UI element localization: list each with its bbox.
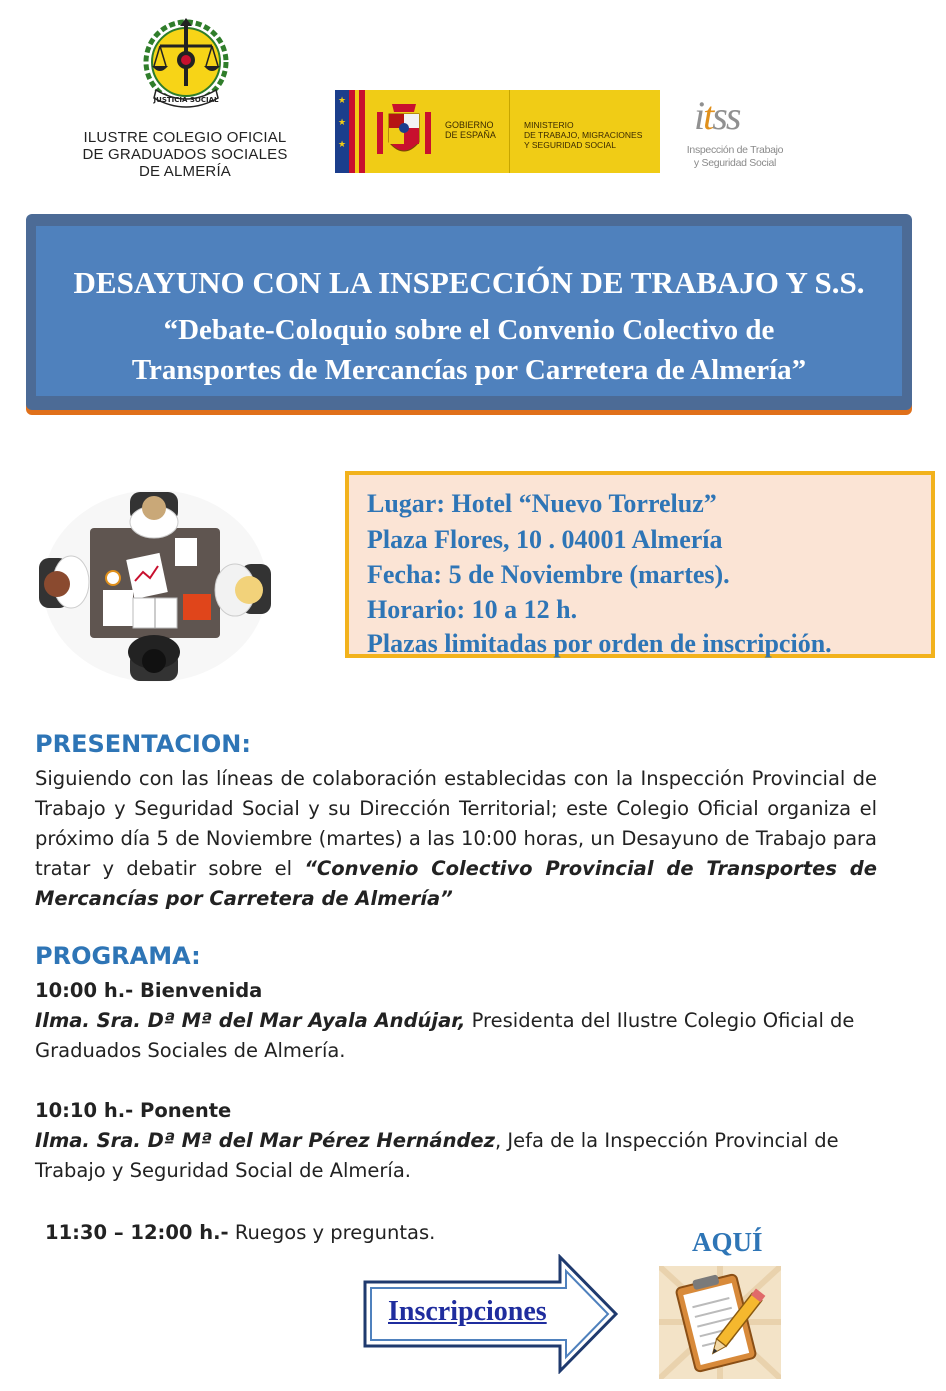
- programa-item2-person: [35, 1126, 839, 1156]
- itss-caption: [682, 144, 788, 170]
- speaker-name: Ilma. Sra. Dª Mª del Mar Ayala Andújar,: [35, 1009, 466, 1032]
- banner-subtitle-line: “Debate-Coloquio sobre el Convenio Colectivo de: [163, 314, 775, 346]
- programa-item3-time: 11:30 – 12:00 h.-: [45, 1221, 229, 1244]
- inscripciones-link[interactable]: Inscripciones: [388, 1296, 547, 1327]
- eu-flag-strip: ★ ★ ★: [335, 90, 349, 173]
- speaker-role: Presidenta del Ilustre Colegio Oficial de: [465, 1009, 855, 1032]
- programa-item3: [45, 1218, 435, 1248]
- programa-item1-time: 10:00 h.- Bienvenida: [35, 979, 263, 1002]
- programa-item2-role: Trabajo y Seguridad Social de Almería.: [35, 1159, 411, 1182]
- coat-of-arms-icon: [375, 98, 433, 166]
- itss-caption-line: Inspección de Trabajo: [686, 144, 784, 156]
- banner-title: DESAYUNO CON LA INSPECCIÓN DE TRABAJO Y S.S.: [73, 265, 865, 300]
- ministerio-line: MINISTERIO: [524, 120, 574, 130]
- gobierno-line: GOBIERNO: [445, 120, 494, 130]
- clipboard-pencil-icon[interactable]: [659, 1266, 781, 1379]
- colegio-name-line: ILUSTRE COLEGIO OFICIAL: [83, 129, 287, 146]
- presentacion-heading: PRESENTACION:: [35, 730, 251, 758]
- speaker-role: , Jefa de la Inspección Provincial de: [495, 1129, 839, 1152]
- colegio-logo: [70, 16, 300, 186]
- presentacion-text: [35, 764, 877, 914]
- presentacion-emphasis: “Convenio Colectivo Provincial de Transportes de Mercancías por Carretera de Almería”: [35, 857, 877, 910]
- gobierno-text: [445, 120, 496, 140]
- aqui-label: AQUÍ: [692, 1227, 763, 1257]
- emblem-ribbon-text: JUSTICIA SOCIAL: [153, 96, 219, 104]
- colegio-name-line: DE ALMERÍA: [138, 163, 232, 180]
- info-direccion: Plaza Flores, 10 . 04001 Almería: [367, 525, 723, 554]
- banner-subtitle-line: Transportes de Mercancías por Carretera de Almería”: [131, 354, 807, 386]
- scales-of-justice-emblem-icon: [134, 16, 238, 116]
- colegio-name: [70, 129, 300, 180]
- ministerio-text: [524, 120, 642, 150]
- info-fecha: Fecha: 5 de Noviembre (martes).: [367, 560, 730, 589]
- ministerio-line: Y SEGURIDAD SOCIAL: [524, 140, 616, 150]
- programa-item1-person: [35, 1006, 854, 1036]
- info-lugar: Lugar: Hotel “Nuevo Torreluz”: [367, 489, 717, 518]
- programa-heading: PROGRAMA:: [35, 942, 201, 970]
- itss-caption-line: y Seguridad Social: [693, 157, 777, 169]
- presentacion-body: Siguiendo con las líneas de colaboración establecidas con la Inspección Provincial de Trabajo y Seguridad Social y su Dirección Territorial; este Colegio Oficial organiza el próximo día 5 de Noviembre (martes) a las 10:00 horas, un Desayuno de Trabajo para tratar y debatir sobre el: [35, 767, 877, 880]
- gobierno-logo: [335, 90, 660, 173]
- event-info-box: [345, 471, 935, 658]
- itss-logo: [682, 92, 792, 172]
- title-banner: [26, 214, 912, 410]
- programa-item2-time: 10:10 h.- Ponente: [35, 1099, 232, 1122]
- ministerio-line: DE TRABAJO, MIGRACIONES: [524, 130, 643, 140]
- banner-subtitle: [36, 310, 902, 390]
- gobierno-line: DE ESPAÑA: [445, 130, 496, 140]
- colegio-name-line: DE GRADUADOS SOCIALES: [82, 146, 288, 163]
- programa-item3-text: Ruegos y preguntas.: [228, 1221, 436, 1244]
- info-horario: Horario: 10 a 12 h.: [367, 595, 578, 624]
- info-plazas: Plazas limitadas por orden de inscripción.: [367, 629, 832, 658]
- speaker-name: Ilma. Sra. Dª Mª del Mar Pérez Hernández: [35, 1129, 496, 1152]
- programa-item1-role: Graduados Sociales de Almería.: [35, 1039, 346, 1062]
- itss-mark: itss: [694, 93, 740, 138]
- business-meeting-table-icon: [35, 486, 275, 686]
